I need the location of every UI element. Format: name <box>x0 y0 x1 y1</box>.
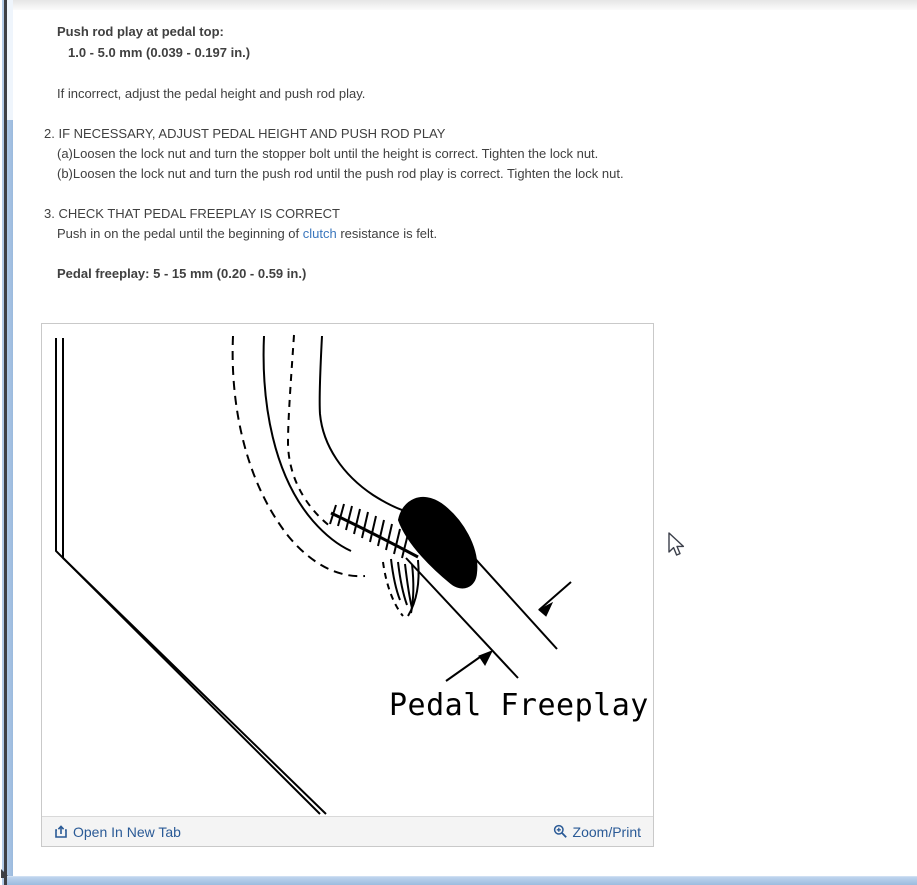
step3-text-after: resistance is felt. <box>336 226 438 241</box>
mouse-cursor <box>668 532 688 558</box>
step3-text-before: Push in on the pedal until the beginning of <box>57 226 303 241</box>
step3-title: 3. CHECK THAT PEDAL FREEPLAY IS CORRECT <box>44 206 340 221</box>
step2-title: 2. IF NECESSARY, ADJUST PEDAL HEIGHT AND PUSH ROD PLAY <box>44 126 446 141</box>
open-in-new-tab-icon <box>54 825 68 839</box>
step3-body <box>57 224 437 244</box>
figure-caption: Pedal Freeplay <box>389 688 649 723</box>
pedal-freeplay-spec: Pedal freeplay: 5 - 15 mm (0.20 - 0.59 in.) <box>57 266 307 281</box>
bottom-border-bar <box>7 876 917 885</box>
pedal-freeplay-diagram <box>42 324 653 816</box>
incorrect-note: If incorrect, adjust the pedal height and push rod play. <box>57 86 366 101</box>
zoom-plus-icon <box>553 824 568 839</box>
open-in-new-tab-label: Open In New Tab <box>73 823 181 840</box>
open-in-new-tab-link[interactable] <box>54 824 181 840</box>
left-scrollbar-thumb[interactable] <box>7 120 13 877</box>
step2-item-a: (a)Loosen the lock nut and turn the stopper bolt until the height is correct. Tighten the lock nut. <box>57 146 599 161</box>
zoom-print-link[interactable] <box>553 824 641 840</box>
figure-box <box>41 323 654 847</box>
step2-item-b: (b)Loosen the lock nut and turn the push rod until the push rod play is correct. Tighten the lock nut. <box>57 166 624 181</box>
pedal-pad-shape <box>399 498 476 588</box>
top-gradient-strip <box>13 0 917 10</box>
figure-footer <box>42 816 653 846</box>
left-scrollbar-track[interactable] <box>7 0 13 120</box>
push-rod-spec-label: Push rod play at pedal top: <box>57 24 224 39</box>
zoom-print-label: Zoom/Print <box>572 823 641 840</box>
push-rod-spec-value: 1.0 - 5.0 mm (0.039 - 0.197 in.) <box>68 45 251 60</box>
clutch-link[interactable]: clutch <box>302 226 337 241</box>
